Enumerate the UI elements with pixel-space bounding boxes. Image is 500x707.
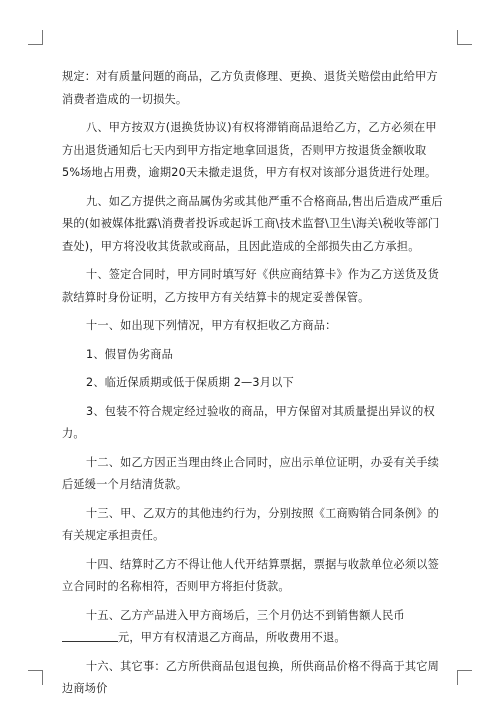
clause-15-text-before: 十五、乙方产品进入甲方商场后，三个月仍达不到销售额人民币	[86, 608, 405, 622]
clause-11-item-2: 2、临近保质期或低于保质期 2—3月以下	[86, 376, 294, 389]
crop-mark-top-left	[28, 30, 43, 45]
clause-16: 十六、其它事：乙方所供商品包退包换，所供商品价格不得高于其它周边商场价	[62, 659, 440, 695]
clause-8: 八、甲方按双方(退换货协议)有权将滞销商品退给乙方，乙方必须在甲方出退货通知后七天内到甲方指定地拿回退货，否则甲方按退货金额收取5%场地占用费，逾期20天未撤走退货，甲方有权对该部分退货进行处理。	[62, 121, 437, 179]
clause-12: 十二、如乙方因正当理由终止合同时，应出示单位证明，办妥有关手续后延缓一个月结清货款。	[62, 455, 440, 491]
clause-14: 十四、结算时乙方不得让他人代开结算票据，票据与收款单位必须以签立合同时的名称相符，否则甲方将拒付货款。	[62, 557, 440, 593]
crop-mark-bottom-right	[457, 670, 472, 685]
paragraph-continuation: 规定：对有质量问题的商品，乙方负责修理、更换、退货关赔偿由此给甲方消费者造成的一切损失。	[62, 70, 438, 106]
clause-11: 十一、如出现下列情况，甲方有权拒收乙方商品：	[86, 319, 337, 332]
crop-mark-bottom-left	[28, 670, 43, 685]
document-body	[62, 66, 444, 707]
crop-mark-top-right	[457, 30, 472, 45]
clause-10: 十、签定合同时，甲方同时填写好《供应商结算卡》作为乙方送货及货款结算时身份证明，乙方按甲方有关结算卡的规定妥善保管。	[62, 268, 440, 304]
clause-11-item-1: 1、假冒伪劣商品	[86, 347, 174, 361]
clause-15-text-after: 元，甲方有权清退乙方商品，所收费用不退。	[118, 631, 346, 644]
clause-9: 九、如乙方提供之商品属伪劣或其他严重不合格商品,售出后造成严重后果的(如被媒体批露\消费者投诉或起诉工商\技术监督\卫生\海关\税收等部门查处)，甲方将没收其货款或商品，且因此造成的全部损失由乙方承担。	[62, 194, 443, 253]
clause-15	[62, 605, 444, 650]
clause-13: 十三、甲、乙双方的其他违约行为，分别按照《工商购销合同条例》的有关规定承担责任。	[62, 506, 440, 542]
amount-blank-field[interactable]	[62, 629, 118, 642]
clause-11-item-3: 3、包装不符合规定经过验收的商品，甲方保留对其质量提出异议的权力。	[62, 404, 435, 440]
